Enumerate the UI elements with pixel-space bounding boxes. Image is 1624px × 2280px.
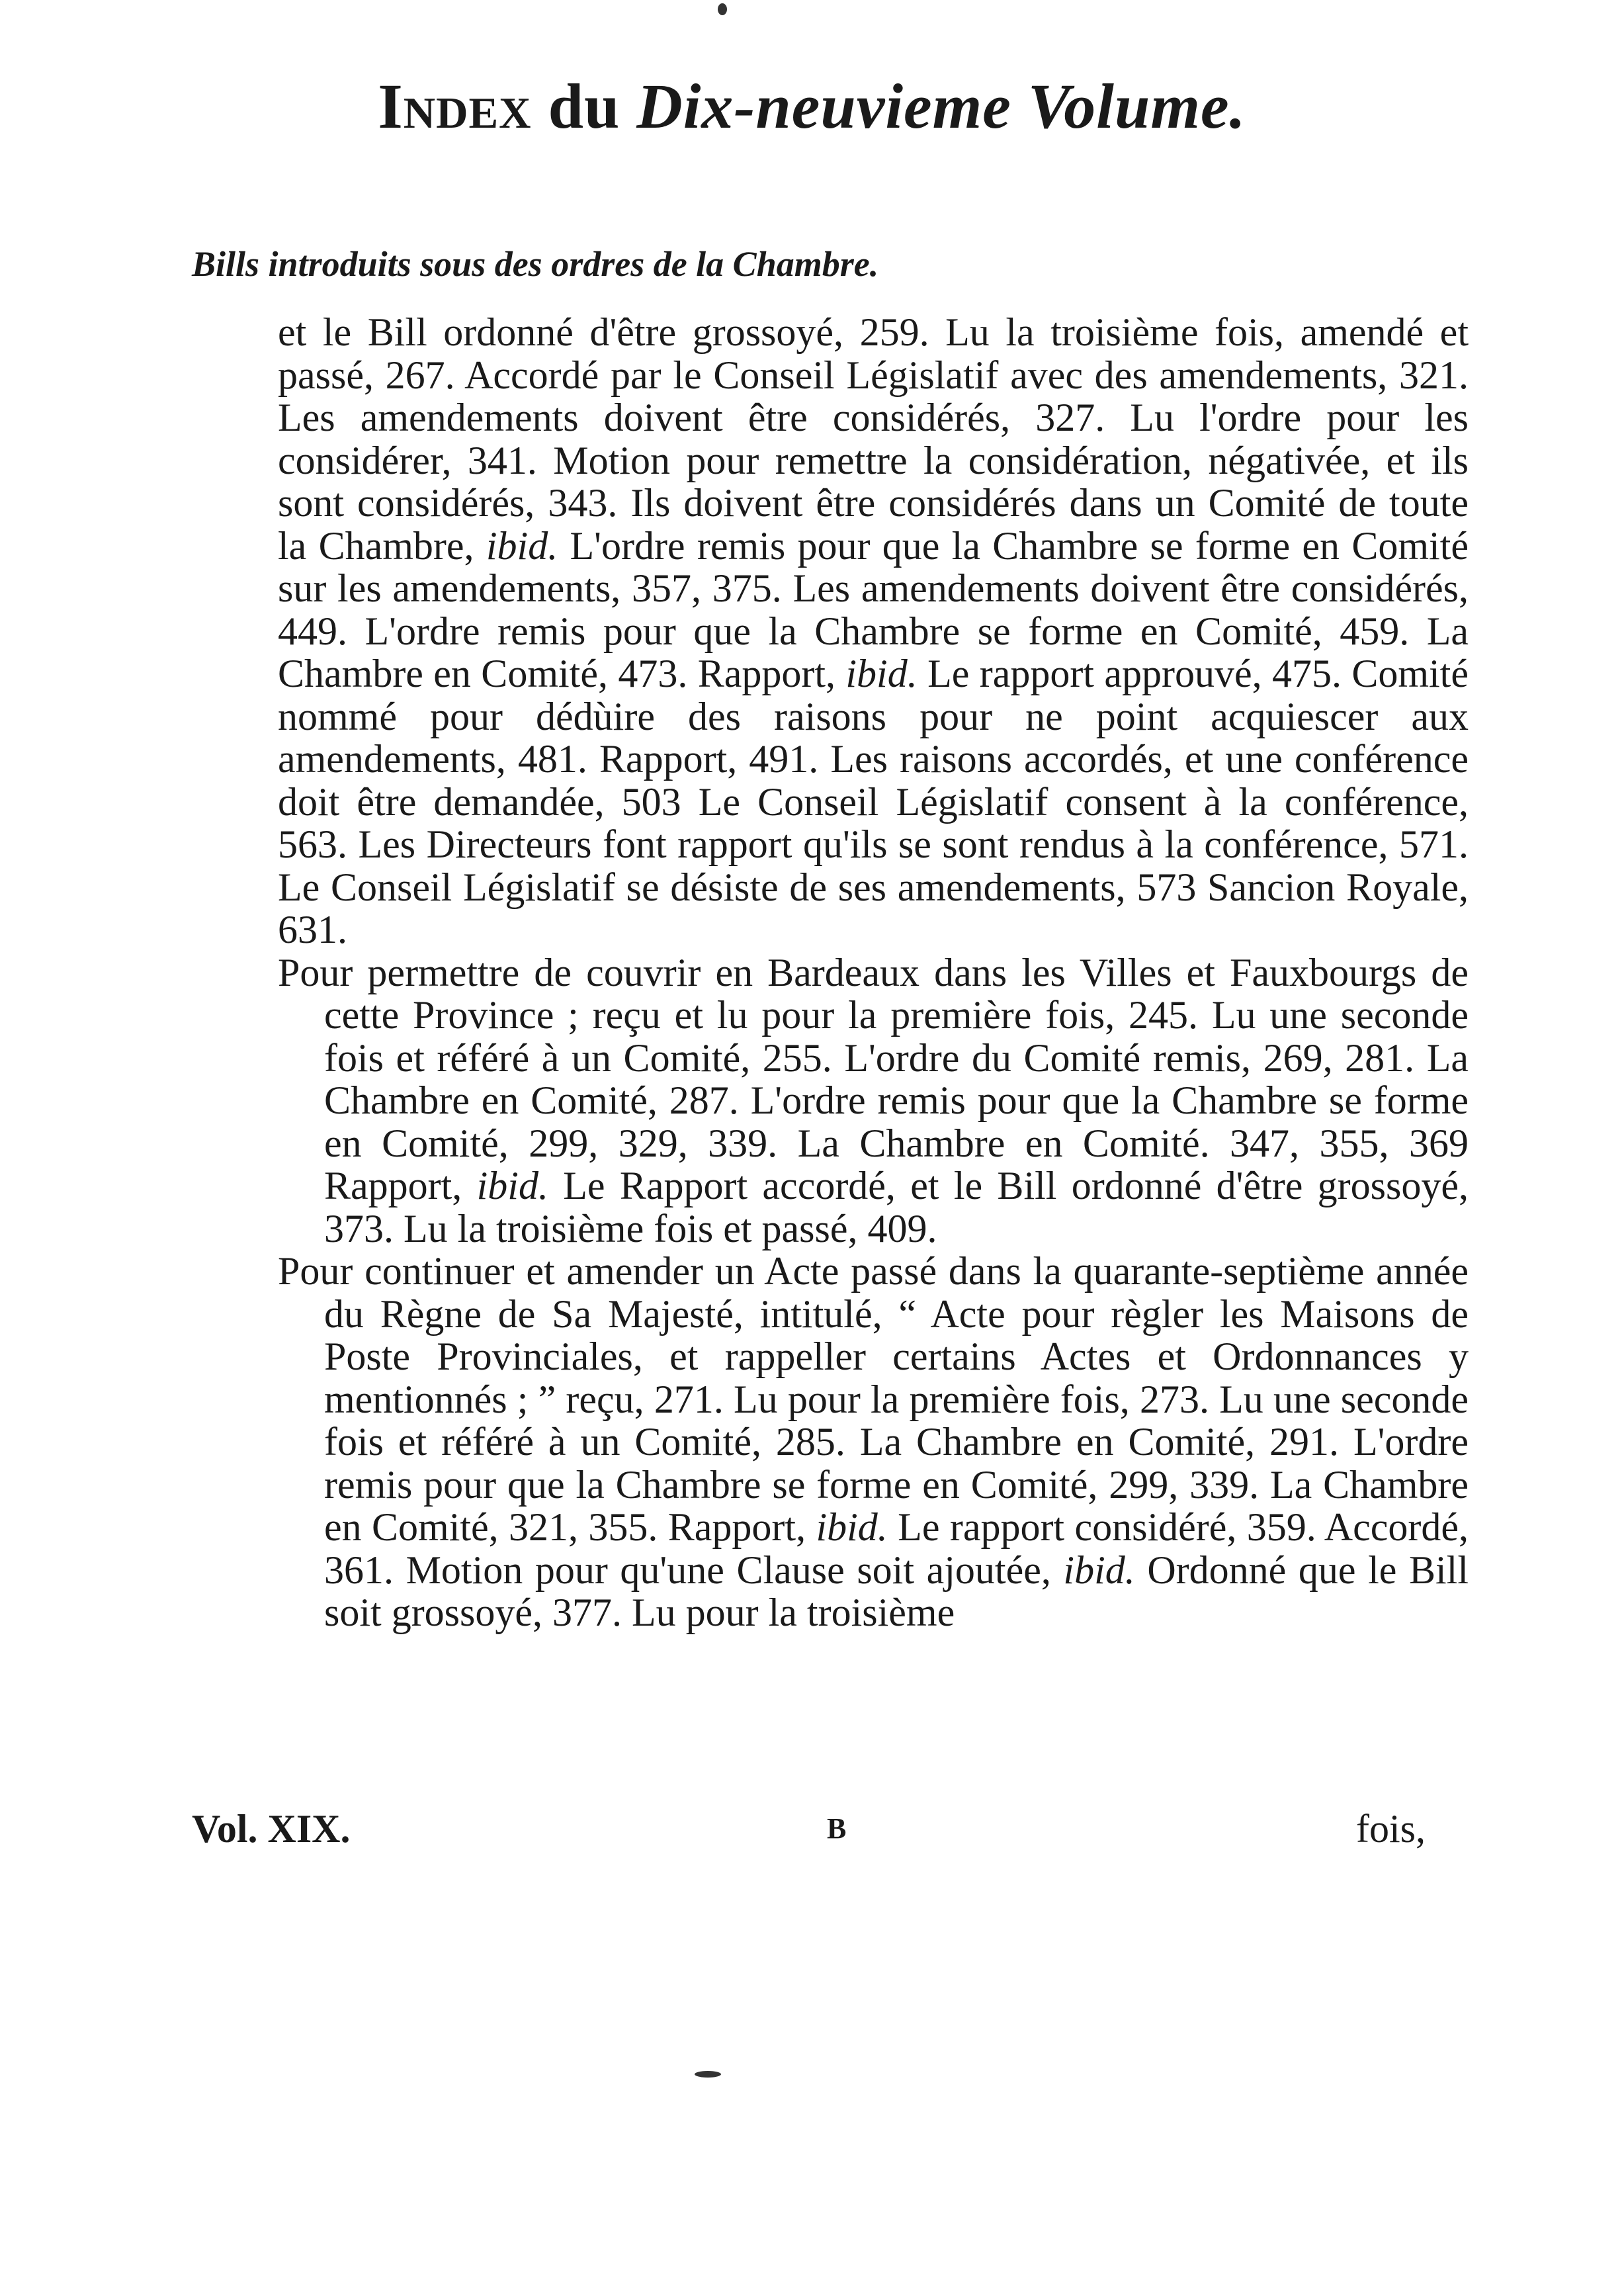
ink-speck	[695, 2071, 721, 2078]
index-entries	[278, 311, 1469, 1634]
index-entry: et le Bill ordonné d'être grossoyé, 259. Lu la troisième fois, amendé et passé, 267. Accordé par le Conseil Législatif avec des amendements, 321. Les amendements doivent être considérés, 327. Lu l'ordre pour les considérer, 341. Motion pour remettre la considération, négativée, et ils sont considérés, 343. Ils doivent être considérés dans un Comité de toute la Chambre, ibid. L'ordre remis pour que la Chambre se forme en Comité sur les amendements, 357, 375. Les amendements doivent être considérés, 449. L'ordre remis pour que la Chambre se forme en Comité, 459. La Chambre en Comité, 473. Rapport, ibid. Le rapport approuvé, 475. Comité nommé pour dédùire des raisons pour ne point acquiescer aux amendements, 481. Rapport, 491. Les raisons accordés, et une conférence doit être demandée, 503 Le Conseil Législatif consent à la conférence, 563. Les Directeurs font rapport qu'ils se sont rendus à la conférence, 571. Le Conseil Législatif se désiste de ses amendements, 573 Sancion Royale, 631.	[278, 310, 1469, 951]
index-entry: Pour permettre de couvrir en Bardeaux dans les Villes et Fauxbourgs de cette Province ; reçu et lu pour la première fois, 245. Lu une seconde fois et référé à un Comité, 255. L'ordre du Comité remis, 269, 281. La Chambre en Comité, 287. L'ordre remis pour que la Chambre se forme en Comité, 299, 329, 339. La Chambre en Comité. 347, 355, 369 Rapport, ibid. Le Rapport accordé, et le Bill ordonné d'être grossoyé, 373. Lu la troisième fois et passé, 409.	[278, 950, 1469, 1250]
ink-speck	[718, 3, 727, 15]
title-du: du	[548, 71, 620, 142]
index-entry: Pour continuer et amender un Acte passé dans la quarante-septième année du Règne de Sa Majesté, intitulé, “ Acte pour règler les Maisons de Poste Provinciales, et rappeller certains Actes et Ordonnances y mentionnés ; ” reçu, 271. Lu pour la première fois, 273. Lu une seconde fois et référé à un Comité, 285. La Chambre en Comité, 291. L'ordre remis pour que la Chambre se forme en Comité, 299, 339. La Chambre en Comité, 321, 355. Rapport, ibid. Le rapport considéré, 359. Accordé, 361. Motion pour qu'une Clause soit ajoutée, ibid. Ordonné que le Bill soit grossoyé, 377. Lu pour la troisième	[278, 1249, 1469, 1634]
volume-label: Vol. XIX.	[192, 1807, 351, 1851]
title-volume: Dix-neuvieme Volume.	[636, 71, 1246, 142]
section-heading: Bills introduits sous des ordres de la Chambre.	[192, 244, 879, 284]
catchword: fois,	[1356, 1807, 1426, 1851]
page-title	[0, 69, 1624, 143]
signature-mark: B	[827, 1812, 847, 1845]
page-footer	[0, 1806, 1624, 1859]
title-index: Index	[378, 71, 532, 142]
